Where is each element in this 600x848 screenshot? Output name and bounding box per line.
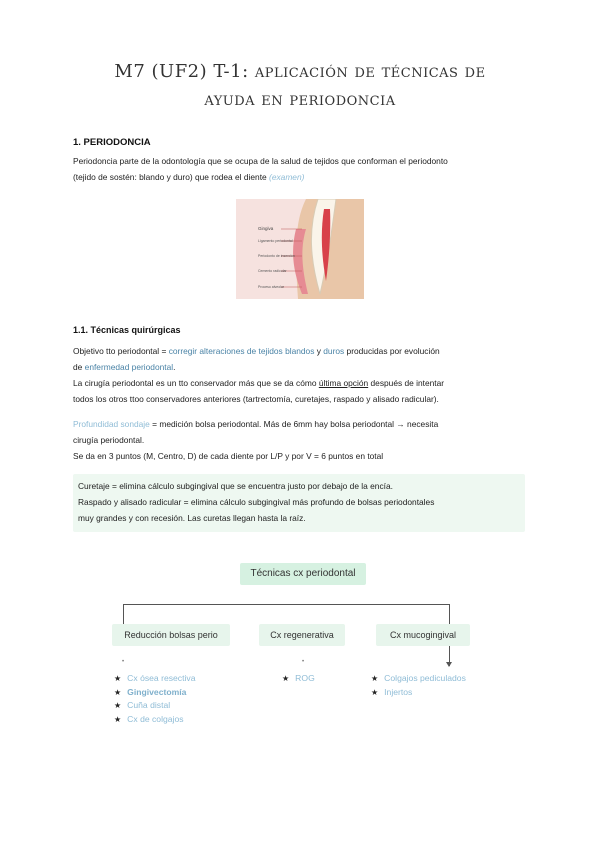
surgery-line-2: todos los otros ttoo conservadores anteriores (tartrectomía, curetajes, raspado y alisado radicular).	[73, 394, 439, 404]
objective-period: .	[173, 362, 176, 372]
list-item-text: Cx ósea resectiva	[127, 673, 196, 683]
surgery-last-option: última opción	[318, 378, 369, 388]
list-item-text: Injertos	[384, 686, 413, 697]
probing-line-3: Se da en 3 puntos (M, Centro, D) de cada diente por L/P y por V = 6 puntos en total	[73, 451, 384, 461]
surgery-text-a: La cirugía periodontal es un tto conservador más que se da cómo	[73, 378, 317, 388]
star-icon: ★	[114, 674, 122, 683]
list-item	[282, 672, 315, 686]
figure-label-alveolar: Proceso alveolar	[258, 285, 285, 289]
star-icon: ★	[371, 687, 379, 697]
objective-highlight-3: enfermedad periodontal	[84, 362, 174, 372]
objective-line-1	[73, 343, 440, 359]
section-heading-tecnicas: 1.1. Técnicas quirúrgicas	[73, 325, 181, 335]
callout-line-1: Curetaje = elimina cálculo subgingival que se encuentra justo por debajo de la encía.	[78, 481, 393, 491]
diagram-connector	[123, 604, 124, 624]
list-item	[114, 672, 195, 686]
objective-prefix-2: de	[73, 362, 83, 372]
probing-line-2: cirugía periodontal.	[73, 435, 145, 445]
list-reduccion	[114, 672, 195, 726]
star-icon: ★	[114, 714, 122, 724]
exam-note: (examen)	[269, 172, 305, 182]
star-icon: ★	[114, 687, 122, 697]
objective-highlight-1: corregir alteraciones de tejidos blandos	[168, 346, 315, 356]
callout-box	[73, 474, 525, 532]
definition-text: (tejido de sostén: blando y duro) que rodea el diente	[73, 172, 267, 182]
branch-node-reduccion: Reducción bolsas perio	[112, 624, 230, 646]
arrowhead-icon	[446, 662, 452, 667]
list-item	[114, 699, 195, 713]
figure-label-cementum: Cemento radicular	[258, 269, 287, 273]
star-icon: ★	[282, 674, 290, 683]
list-item	[114, 713, 195, 727]
section-heading-periodoncia: 1. PERIODONCIA	[73, 137, 151, 148]
objective-line-2	[73, 359, 175, 375]
periodontium-illustration	[236, 199, 364, 299]
surgery-line-1	[73, 375, 444, 391]
list-item-text: ROG	[295, 673, 315, 683]
list-regenerativa	[282, 672, 315, 686]
callout-line-2: Raspado y alisado radicular = elimina cálculo subgingival más profundo de bolsas periodontales	[78, 497, 435, 507]
definition-line-2	[73, 169, 304, 185]
branch-node-mucogingival: Cx mucogingival	[376, 624, 470, 646]
branch-node-regenerativa: Cx regenerativa	[259, 624, 345, 646]
figure-label-insertion: Periodonto de inserción	[258, 254, 295, 258]
surgery-text-b: después de intentar	[370, 378, 445, 388]
objective-suffix: producidas por evolución	[346, 346, 440, 356]
objective-prefix: Objetivo tto periodontal =	[73, 346, 167, 356]
star-icon: ★	[114, 701, 122, 710]
list-item	[371, 686, 466, 700]
definition-line-1: Periodoncia parte de la odontología que se ocupa de la salud de tejidos que conforman el periodonto	[73, 156, 448, 166]
figure-label-ligament: Ligamento periodontal	[258, 239, 293, 243]
probing-line-1	[73, 416, 438, 432]
list-item-text: Cx de colgajos	[127, 713, 184, 724]
page-title-line-2: ayuda en periodoncia	[204, 89, 396, 110]
callout-line-3: muy grandes y con recesión. Las curetas llegan hasta la raíz.	[78, 513, 306, 523]
page-title-line-1: M7 (UF2) T-1: aplicación de técnicas de	[114, 61, 486, 82]
probing-term: Profundidad sondaje	[73, 419, 150, 429]
star-icon: ★	[371, 674, 379, 683]
diagram-root-node: Técnicas cx periodontal	[240, 563, 366, 585]
list-mucogingival	[371, 672, 466, 699]
list-item-text: Gingivectomía	[127, 686, 187, 697]
diagram-connector	[123, 604, 449, 605]
list-item	[114, 686, 195, 700]
figure-label-gingiva: Gingiva	[258, 226, 274, 231]
list-item	[371, 672, 466, 686]
tiny-mark: •	[122, 659, 125, 665]
objective-conjunction: y	[316, 346, 321, 356]
list-item-text: Cuña distal	[127, 700, 171, 710]
objective-highlight-2: duros	[323, 346, 345, 356]
list-item-text: Colgajos pediculados	[384, 673, 466, 683]
probing-definition: = medición bolsa periodontal. Más de 6mm hay bolsa periodontal → necesita	[152, 419, 439, 429]
tiny-mark: •	[302, 659, 305, 665]
